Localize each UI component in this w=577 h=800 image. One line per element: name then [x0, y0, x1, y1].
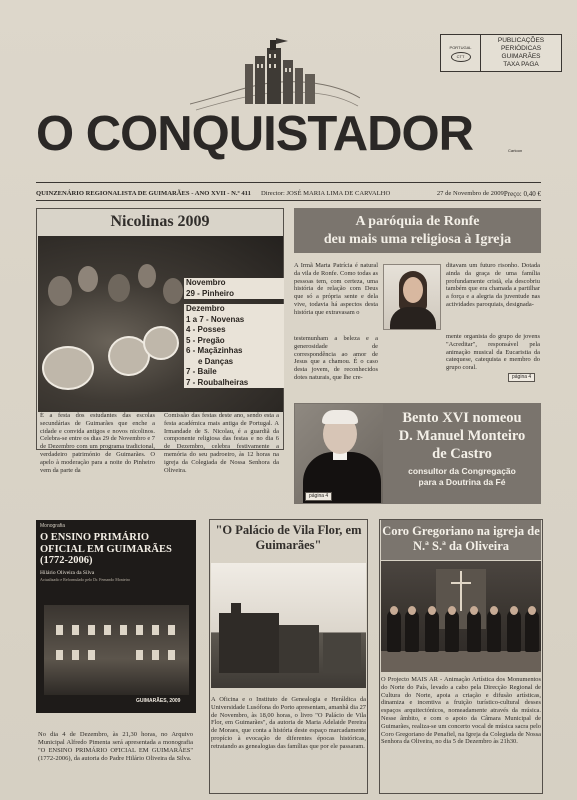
nicolinas-schedule [184, 278, 284, 388]
nicolinas-title: Nicolinas 2009 [110, 213, 210, 230]
monografia-text: No dia 4 de Dezembro, às 21,30 horas, no Arquivo Municipal Alfredo Pimenta será apresentada a monografia "O ENSINO PRIMÁRIO OFICIAL EM GUIMARÃES" (1772-2006), da autoria do Padre Hilário Oliveira da Silva. [38, 731, 193, 762]
schedule-item: 7 - Baile [184, 367, 284, 378]
issue-price: Preço: 0,40 € [503, 189, 541, 198]
cover-city-year: GUIMARÃES, 2009 [136, 698, 181, 704]
schedule-item: 4 - Posses [184, 325, 284, 336]
coro-headline: Coro Gregoriano na igreja de N.ª S.ª da Oliveira [381, 520, 541, 560]
header-rule-bottom [36, 200, 541, 201]
coro-gregoriano-photo [381, 561, 541, 672]
newspaper-title: O CONQUISTADOR [36, 107, 473, 161]
bento-line1: Bento XVI nomeou [402, 410, 522, 426]
bento-line3: de Castro [432, 446, 492, 462]
ctt-badge: CTT [451, 52, 471, 62]
paroquia-title-line2: deu mais uma religiosa à Igreja [323, 232, 512, 247]
monografia-book-cover [36, 520, 196, 713]
masthead [0, 0, 577, 198]
issue-director: Director: JOSÉ MARIA LIMA DE CARVALHO [261, 190, 391, 197]
schedule-item: 6 - Maçãzinhas [184, 346, 284, 357]
issue-info-bar [36, 188, 541, 199]
postal-permit-box [440, 34, 562, 72]
schedule-month-december: Dezembro [184, 304, 284, 315]
bento-sub2: para a Doutrina da Fé [418, 477, 506, 487]
schedule-item: 7 - Roubalheiras [184, 378, 284, 389]
schedule-month-november: Novembro [184, 278, 284, 289]
school-building-illustration [44, 605, 189, 695]
palacio-headline: "O Palácio de Vila Flor, em Guimarães" [215, 523, 362, 552]
bento-line2: D. Manuel Monteiro [398, 428, 526, 444]
manuel-monteiro-portrait [295, 404, 383, 503]
postal-line-2: PERIÓDICAS [500, 45, 542, 52]
schedule-item: 29 - Pinheiro [184, 289, 284, 300]
paroquia-title-line1: A paróquia de Ronfe [355, 214, 480, 229]
bento-headline [384, 409, 540, 488]
nicolinas-text-col2: Comissão das festas deste ano, sendo esta a festa académica mais antiga de Portugal. A Irmandade de S. Nicolau, é a guardiã da componente religiosa das festas e no dia 6 de Dezembro, celebra festivamente a memória do seu padroeiro, às 12 horas na igreja da Colegiada de Nossa Senhora da Oliveira. [164, 412, 279, 474]
paroquia-headline [294, 208, 541, 253]
schedule-item: 1 a 7 - Novenas [184, 315, 284, 326]
postal-line-4: TAXA PAGA [503, 61, 539, 68]
bento-sub1: consultor da Congregação [408, 466, 516, 476]
schedule-item: 5 - Pregão [184, 336, 284, 347]
cover-author-note: Actualizado e Reformulado pelo Dr. Fernando Monteiro [40, 577, 131, 582]
paroquia-text-col1b: testemunham a beleza e a generosidade de correspondência ao amor de Jesus que a chamou. É o caso desta jovem, de reconhecidos dotes naturais, que lhe cre- [294, 335, 378, 381]
drum-graphic [143, 326, 179, 360]
postal-line-1: PUBLICAÇÕES [497, 37, 545, 44]
cover-title: O ENSINO PRIMÁRIO OFICIAL EM GUIMARÃES (1772-2006) [40, 532, 172, 566]
issue-date: 27 de Novembro de 2009 [436, 190, 504, 197]
postal-permit-text [481, 35, 561, 71]
paroquia-text-col1: A Irmã Marta Patrícia é natural da vila de Ronfe. Como todas as pessoas tem, com certeza, uma história de relação com Deus que só a própria sente e dela vive, todavia há aspectos desta história que extravasam o [294, 262, 378, 316]
title-mark: Cartoon [508, 148, 523, 153]
drum-graphic [42, 346, 94, 390]
ctt-logo-text: PORTUGAL [449, 44, 472, 50]
cover-label: Monografia [40, 523, 66, 529]
paroquia-page-ref: página 4 [508, 373, 535, 382]
header-rule-top [36, 182, 541, 183]
cover-author: Hilário Oliveira da Silva [40, 570, 95, 576]
coro-text: O Projecto MAIS AR - Animação Artística dos Monumentos do Norte do País, levado a cabo pela Direcção Regional de Cultura do Norte, apoia a criação e difusão artísticas, dinamiza e incentiva a fruição turístico-cultural desses espaços arquitectónicos, nomeadamente através da música. Nesse âmbito, e com o apoio da Câmara Municipal de Guimarães, realiza-se um concerto vocal de música sacra pelo Coro Gregoriano de Penafiel, na Igreja da Colegiada de Nossa Senhora da Oliveira, no dia 5 de Dezembro às 21h30. [381, 676, 541, 746]
nicolinas-text-col1: É a festa dos estudantes das escolas secundárias de Guimarães que enche a cidade e convida antigos e novos nicolinos. Celebra-se entre os dias 29 de Novembro e 7 de Dezembro com um programa tradicional, verdadeiro património de Guimarães. O apelo à moderação para a noite do Pinheiro vem da parte da [40, 412, 155, 474]
sister-marta-portrait [383, 264, 441, 330]
ctt-logo [441, 35, 481, 71]
palacio-text: A Oficina e o Instituto de Genealogia e Heráldica da Universidade Lusófona do Porto apresentam, amanhã dia 27 de Novembro, às 18,00 horas, o livro "O Palácio de Vila Flor, em Guimarães", da autoria de Maria Adelaide Pereira de Moraes, que conta a história deste espaço marcadamente propício à evocação de diferentes épocas históricas, retratando as genealogias das famílias que por ele passaram. [211, 696, 366, 750]
palacio-vila-flor-photo [211, 563, 366, 688]
paroquia-text-col2b: mente organista do grupo de jovens "Acreditar", responsável pela animação musical da Eucaristia da catequese, catequista e membro do grupo coral. [446, 333, 540, 372]
bento-page-ref: página 4 [305, 492, 332, 501]
postal-line-3: GUIMARÃES [501, 53, 541, 60]
issue-subtitle: QUINZENÁRIO REGIONALISTA DE GUIMARÃES - ANO XVII - N.º 411 [36, 190, 251, 197]
paroquia-text-col2: ditavam um futuro risonho. Dotada ainda da graça de uma família profundamente cristã, ela descobriu também que era chamada a partilhar a força e a alegria da juventude nas actividades paroquiais, designada- [446, 262, 540, 308]
schedule-item: e Danças [184, 357, 284, 368]
